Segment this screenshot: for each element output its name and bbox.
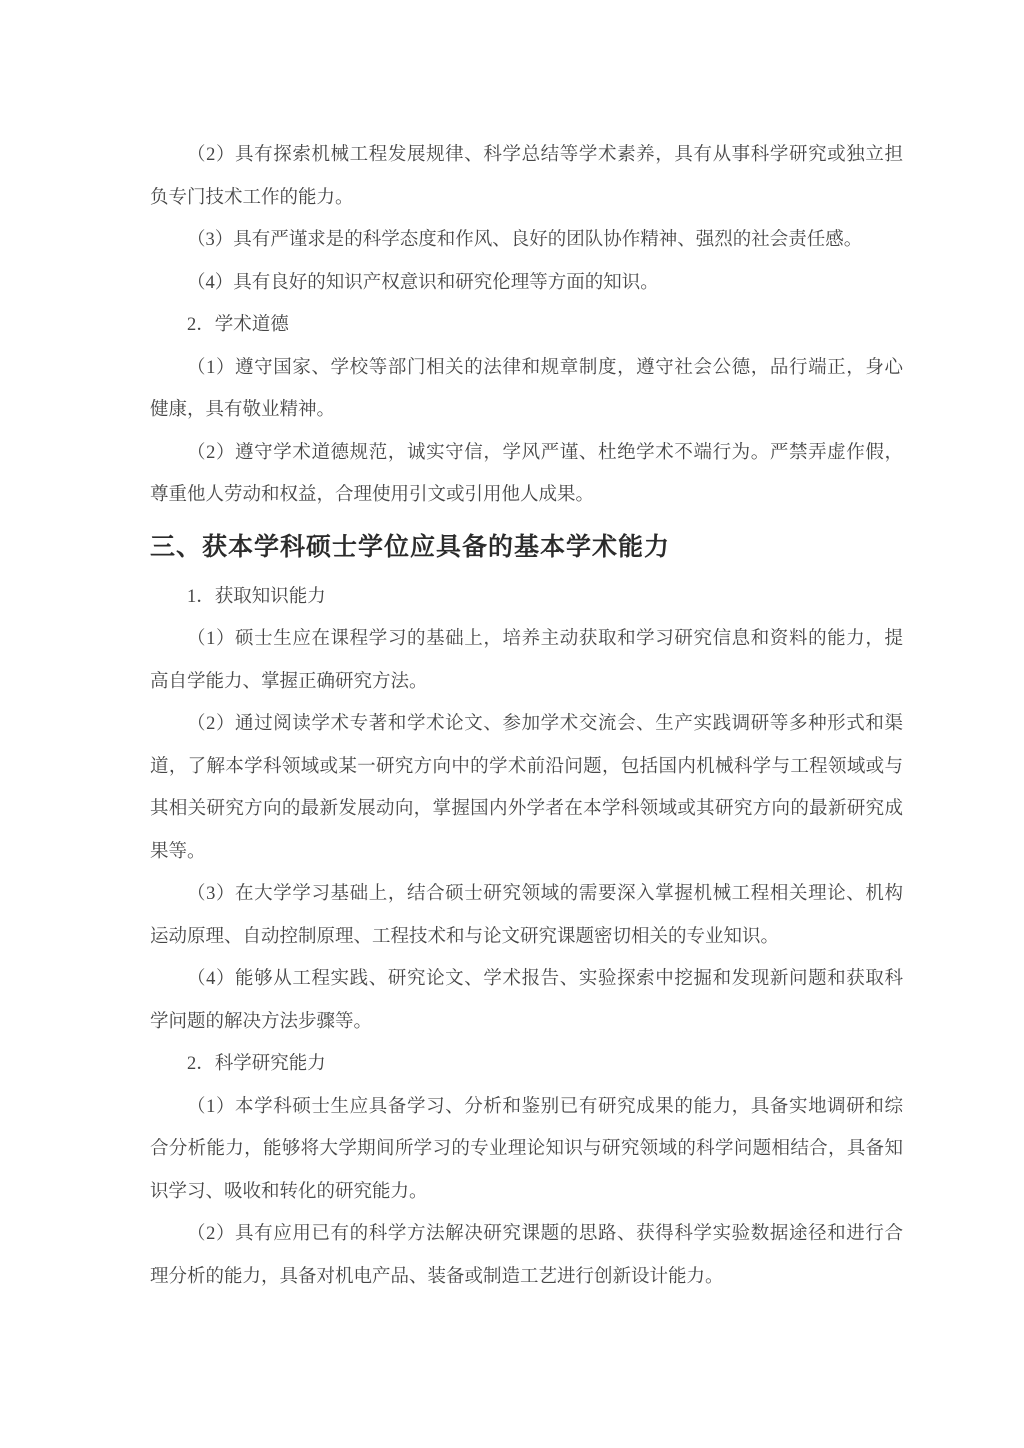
paragraph [150, 703, 903, 873]
text-line: 理分析的能力，具备对机电产品、装备或制造工艺进行创新设计能力。 [150, 1266, 724, 1287]
text-line: 果等。 [150, 841, 206, 862]
paragraph [150, 576, 903, 619]
paragraph [150, 1086, 903, 1214]
text-line: 健康，具有敬业精神。 [150, 400, 336, 420]
text-line: （2）遵守学术道德规范，诚实守信，学风严谨、杜绝学术不端行为。严禁弄虚作假， [187, 442, 903, 463]
text-line: （4）能够从工程实践、研究论文、学术报告、实验探索中挖掘和发现新问题和获取科 [187, 969, 903, 989]
text-line: （2）具有探索机械工程发展规律、科学总结等学术素养，具有从事科学研究或独立担 [187, 145, 903, 165]
paragraph [150, 347, 903, 432]
paragraph [150, 219, 903, 262]
paragraph [150, 873, 903, 958]
text-line: 1．获取知识能力 [187, 586, 326, 607]
paragraph [150, 958, 903, 1043]
text-line: 学问题的解决方法步骤等。 [150, 1011, 373, 1032]
text-line: 合分析能力，能够将大学期间所学习的专业理论知识与研究领域的科学问题相结合，具备知 [150, 1139, 903, 1159]
text-line: （1）遵守国家、学校等部门相关的法律和规章制度，遵守社会公德，品行端正，身心 [187, 357, 903, 378]
text-line: 2．科学研究能力 [187, 1054, 326, 1074]
paragraph [150, 262, 903, 305]
section-heading: 三、获本学科硕士学位应具备的基本学术能力 [150, 533, 671, 561]
text-line: 道，了解本学科领域或某一研究方向中的学术前沿问题，包括国内机械科学与工程领域或与 [150, 756, 903, 777]
text-line: （1）本学科硕士生应具备学习、分析和鉴别已有研究成果的能力，具备实地调研和综 [187, 1096, 903, 1117]
paragraph [150, 1043, 903, 1086]
text-line: 运动原理、自动控制原理、工程技术和与论文研究课题密切相关的专业知识。 [150, 926, 780, 947]
text-line: （3）在大学学习基础上，结合硕士研究领域的需要深入掌握机械工程相关理论、机构 [187, 884, 903, 904]
text-line: （3）具有严谨求是的科学态度和作风、良好的团队协作精神、强烈的社会责任感。 [187, 230, 863, 250]
text-line: 2．学术道德 [187, 315, 289, 335]
paragraph [150, 618, 903, 703]
paragraph [150, 304, 903, 347]
text-line: 其相关研究方向的最新发展动向，掌握国内外学者在本学科领域或其研究方向的最新研究成 [150, 799, 903, 819]
paragraph [150, 1213, 903, 1298]
document-body [150, 134, 903, 1298]
text-line: 尊重他人劳动和权益，合理使用引文或引用他人成果。 [150, 485, 595, 505]
text-line: （2）具有应用已有的科学方法解决研究课题的思路、获得科学实验数据途径和进行合 [187, 1224, 903, 1244]
text-line: （4）具有良好的知识产权意识和研究伦理等方面的知识。 [187, 272, 659, 293]
paragraph [150, 134, 903, 219]
text-line: 识学习、吸收和转化的研究能力。 [150, 1181, 428, 1202]
text-line: （2）通过阅读学术专著和学术论文、参加学术交流会、生产实践调研等多种形式和渠 [187, 714, 903, 734]
text-line: （1）硕士生应在课程学习的基础上，培养主动获取和学习研究信息和资料的能力，提 [187, 629, 903, 649]
paragraph [150, 432, 903, 517]
text-line: 高自学能力、掌握正确研究方法。 [150, 671, 428, 692]
text-line: 负专门技术工作的能力。 [150, 187, 354, 208]
